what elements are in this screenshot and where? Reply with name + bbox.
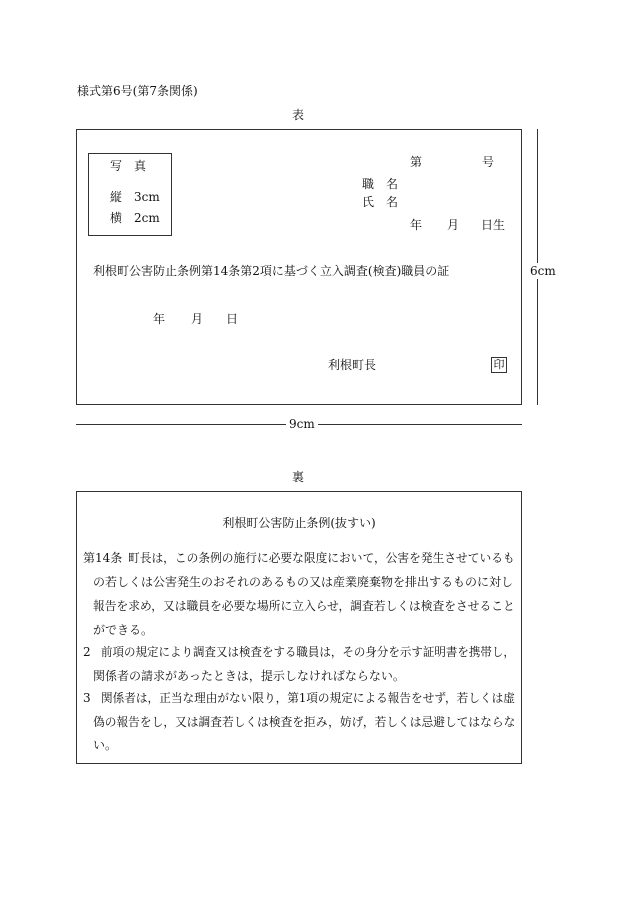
issue-year: 年 xyxy=(153,312,166,326)
issue-month: 月 xyxy=(191,312,204,326)
birth-day: 日生 xyxy=(481,218,506,232)
paragraph-2-number: 2 xyxy=(83,645,91,659)
name-label: 氏 名 xyxy=(362,195,399,209)
front-label: 表 xyxy=(292,108,305,122)
width-dimension-label: 9cm xyxy=(286,418,318,430)
issue-day: 日 xyxy=(226,312,239,326)
photo-title: 写 真 xyxy=(110,159,147,173)
paragraph-3-line: 関係者は，正当な理由がない限り，第1項の規定による報告をせず，若しくは虚 xyxy=(101,691,515,705)
number-dai: 第 xyxy=(410,155,423,169)
birth-month: 月 xyxy=(447,218,460,232)
article-line: ができる。 xyxy=(93,623,154,637)
back-title: 利根町公害防止条例(抜すい) xyxy=(222,516,376,530)
number-gou: 号 xyxy=(482,155,495,169)
seal-mark: 印 xyxy=(491,357,507,373)
back-card xyxy=(76,491,522,764)
photo-width: 横 2cm xyxy=(110,211,160,225)
paragraph-3-line: 偽の報告をし，又は調査若しくは検査を拒み，妨げ，若しくは忌避してはならな xyxy=(93,715,516,729)
article-line: 報告を求め，又は職員を必要な場所に立入らせ，調査若しくは検査をさせること xyxy=(93,599,515,613)
paragraph-2-line: 前項の規定により調査又は検査をする職員は，その身分を示す証明書を携帯し， xyxy=(101,645,515,659)
photo-height: 縦 3cm xyxy=(110,190,160,204)
back-label: 裏 xyxy=(292,470,305,484)
article-line: 町長は，この条例の施行に必要な限度において，公害を発生させているも xyxy=(128,551,515,565)
paragraph-3-number: 3 xyxy=(83,691,91,705)
front-card xyxy=(76,129,522,405)
issuer: 利根町長 xyxy=(328,358,377,372)
paragraph-2-line: 関係者の請求があったときは，提示しなければならない。 xyxy=(93,669,405,683)
article-line: の若しくは公害発生のおそれのあるもの又は産業廃棄物を排出するものに対し xyxy=(93,575,514,589)
birth-year: 年 xyxy=(410,218,423,232)
paragraph-3-line: い。 xyxy=(93,738,118,752)
form-heading: 様式第6号(第7条関係) xyxy=(77,84,198,98)
article-head: 第14条 xyxy=(83,551,123,565)
job-title-label: 職 名 xyxy=(362,177,399,191)
height-dimension-label: 6cm xyxy=(530,264,556,278)
photo-box xyxy=(88,153,172,236)
certificate-title: 利根町公害防止条例第14条第2項に基づく立入調査(検査)職員の証 xyxy=(93,264,450,278)
